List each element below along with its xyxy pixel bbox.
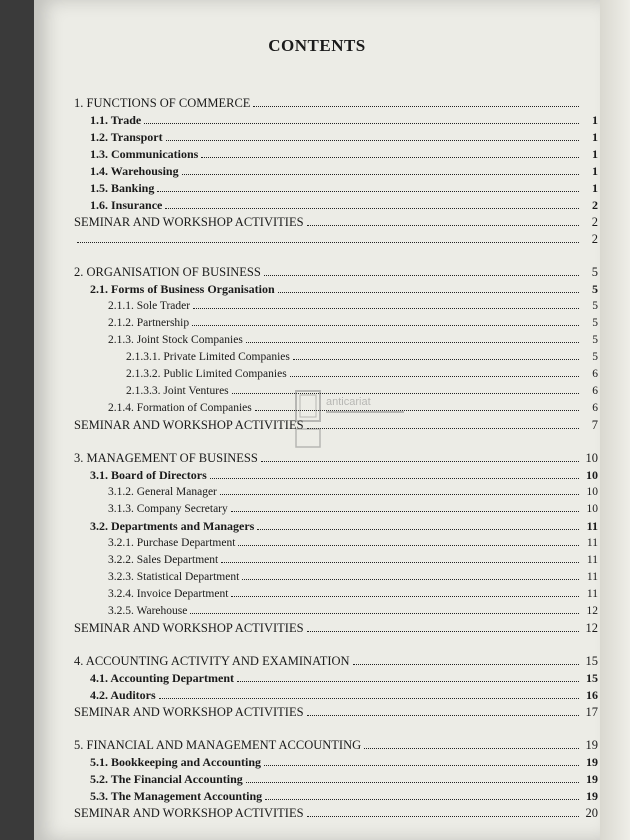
toc-entry-label: 3.2. Departments and Managers	[90, 519, 255, 533]
toc-entry-page: 2	[592, 198, 598, 212]
toc-entry	[74, 112, 598, 129]
toc-entry-page: 11	[586, 554, 598, 566]
dot-leader	[257, 529, 579, 530]
toc-entry-label: 3.2.5. Warehouse	[108, 605, 188, 617]
toc-entry-page: 10	[586, 486, 598, 498]
dot-leader	[144, 123, 579, 124]
toc-entry-page: 15	[585, 654, 598, 668]
toc-entry	[74, 805, 598, 822]
dot-leader	[237, 681, 579, 682]
toc-entry-label: 2. ORGANISATION OF BUSINESS	[74, 265, 261, 279]
toc-entry	[74, 569, 598, 586]
dot-leader	[353, 664, 579, 665]
toc-entry-label: SEMINAR AND WORKSHOP ACTIVITIES	[74, 418, 304, 432]
toc-entry-label: 5. FINANCIAL AND MANAGEMENT ACCOUNTING	[74, 738, 362, 752]
dot-leader	[77, 242, 579, 243]
toc-entry	[74, 231, 598, 248]
dot-leader	[231, 511, 579, 512]
toc-entry-page: 16	[586, 688, 598, 702]
toc-entry-page: 15	[586, 671, 598, 685]
toc-entry	[74, 501, 598, 518]
toc-entry	[74, 349, 598, 366]
toc-entry	[74, 264, 598, 281]
toc-entry-page: 19	[586, 789, 598, 803]
dot-leader	[220, 494, 579, 495]
book-page	[34, 0, 600, 840]
dot-leader	[192, 325, 579, 326]
toc-entry-page: 12	[585, 621, 598, 635]
toc-entry-label: 3.1.3. Company Secretary	[108, 503, 228, 515]
toc-entry	[74, 670, 598, 687]
dot-leader	[210, 478, 579, 479]
dot-leader	[364, 748, 579, 749]
toc-entry-page: 19	[585, 738, 598, 752]
toc-entry	[74, 163, 598, 180]
toc-entry-page: 1	[592, 130, 598, 144]
dot-leader	[221, 562, 579, 563]
page-edge	[600, 0, 630, 840]
toc-entry-label: 4. ACCOUNTING ACTIVITY AND EXAMINATION	[74, 654, 350, 668]
dot-leader	[290, 376, 579, 377]
toc-entry-label: 5.2. The Financial Accounting	[90, 772, 243, 786]
toc-entry	[74, 518, 598, 535]
toc-entry-label: 2.1. Forms of Business Organisation	[90, 282, 275, 296]
toc-entry-page: 2	[591, 232, 598, 246]
toc-entry	[74, 315, 598, 332]
toc-entry-label: 3.1.2. General Manager	[108, 486, 217, 498]
dot-leader	[165, 208, 579, 209]
dot-leader	[293, 359, 579, 360]
toc-entry-page: 5	[591, 265, 598, 279]
dot-leader	[278, 292, 579, 293]
toc-entry-label: 2.1.1. Sole Trader	[108, 300, 191, 312]
toc-entry-label: 1.5. Banking	[90, 181, 155, 195]
toc-entry-page: 10	[586, 468, 598, 482]
dot-leader	[159, 698, 579, 699]
toc-entry-page: 19	[586, 755, 598, 769]
dot-leader	[246, 342, 579, 343]
dot-leader	[261, 461, 579, 462]
toc-entry-label: 2.1.3.1. Private Limited Companies	[126, 351, 290, 363]
toc-entry-label: SEMINAR AND WORKSHOP ACTIVITIES	[74, 806, 304, 820]
toc-entry	[74, 281, 598, 298]
toc-entry	[74, 586, 598, 603]
toc-entry-label: 3. MANAGEMENT OF BUSINESS	[74, 451, 258, 465]
toc-entry-page: 5	[592, 282, 598, 296]
dot-leader	[166, 140, 579, 141]
toc-entry-label: 3.2.3. Statistical Department	[108, 571, 240, 583]
toc-section	[74, 653, 598, 721]
toc-entry	[74, 771, 598, 788]
toc-entry-page: 10	[585, 451, 598, 465]
toc-entry-page: 6	[592, 368, 598, 380]
toc-entry-page: 11	[586, 571, 598, 583]
toc-entry-label: SEMINAR AND WORKSHOP ACTIVITIES	[74, 705, 304, 719]
toc-entry-label: 2.1.3.3. Joint Ventures	[126, 385, 229, 397]
dot-leader	[246, 782, 579, 783]
toc-entry-page: 5	[592, 351, 598, 363]
toc-entry-label: 5.1. Bookkeeping and Accounting	[90, 755, 262, 769]
toc-entry	[74, 737, 598, 754]
toc-entry-page: 5	[592, 334, 598, 346]
toc-entry	[74, 467, 598, 484]
toc-entry-page: 6	[592, 385, 598, 397]
toc-entry-label: 3.2.2. Sales Department	[108, 554, 219, 566]
dot-leader	[193, 308, 579, 309]
toc-entry-label: 1. FUNCTIONS OF COMMERCE	[74, 96, 251, 110]
dot-leader	[307, 816, 579, 817]
dot-leader	[264, 765, 579, 766]
toc-entry	[74, 704, 598, 721]
toc-entry-page: 1	[592, 147, 598, 161]
dot-leader	[231, 596, 579, 597]
toc-entry-label: 3.2.1. Purchase Department	[108, 537, 236, 549]
toc-entry-page: 19	[586, 772, 598, 786]
toc-entry-page: 10	[586, 503, 598, 515]
toc-entry-label: 4.1. Accounting Department	[90, 671, 234, 685]
toc-entry	[74, 95, 598, 112]
toc-entry-label: 2.1.3.2. Public Limited Companies	[126, 368, 287, 380]
toc-entry-label: 1.2. Transport	[90, 130, 163, 144]
toc-entry	[74, 788, 598, 805]
toc-section	[74, 450, 598, 637]
toc-section	[74, 95, 598, 248]
toc-entry	[74, 366, 598, 383]
toc-entry-page: 11	[586, 519, 598, 533]
toc-entry-page: 11	[586, 537, 598, 549]
toc-entry-label: 1.6. Insurance	[90, 198, 163, 212]
toc-entry-page: 7	[591, 418, 598, 432]
dot-leader	[253, 106, 579, 107]
dot-leader	[307, 225, 579, 226]
toc-entry-label: 5.3. The Management Accounting	[90, 789, 263, 803]
toc-entry-label: 1.4. Warehousing	[90, 164, 179, 178]
toc-entry	[74, 653, 598, 670]
toc-section	[74, 737, 598, 822]
toc-entry-label: 1.1. Trade	[90, 113, 142, 127]
dot-leader	[265, 799, 579, 800]
toc-entry	[74, 552, 598, 569]
table-of-contents	[74, 95, 598, 838]
toc-entry-label: SEMINAR AND WORKSHOP ACTIVITIES	[74, 621, 304, 635]
toc-entry-label: SEMINAR AND WORKSHOP ACTIVITIES	[74, 215, 304, 229]
toc-entry-label: 2.1.4. Formation of Companies	[108, 402, 252, 414]
dot-leader	[307, 715, 579, 716]
toc-entry-page: 1	[592, 113, 598, 127]
dot-leader	[307, 631, 579, 632]
dot-leader	[190, 613, 579, 614]
toc-entry-label: 4.2. Auditors	[90, 688, 156, 702]
watermark-logo	[292, 385, 412, 455]
toc-entry	[74, 535, 598, 552]
toc-entry-page: 12	[586, 605, 598, 617]
toc-entry-label: 2.1.2. Partnership	[108, 317, 190, 329]
toc-entry-label: 3.1. Board of Directors	[90, 468, 207, 482]
toc-entry	[74, 332, 598, 349]
toc-entry	[74, 603, 598, 620]
toc-entry-page: 5	[592, 317, 598, 329]
toc-entry	[74, 197, 598, 214]
dot-leader	[238, 545, 579, 546]
dot-leader	[201, 157, 579, 158]
dot-leader	[242, 579, 579, 580]
dot-leader	[264, 275, 579, 276]
toc-entry-page: 20	[585, 806, 598, 820]
toc-entry-label: 2.1.3. Joint Stock Companies	[108, 334, 243, 346]
toc-entry-page: 5	[592, 300, 598, 312]
toc-entry-page: 17	[585, 705, 598, 719]
toc-entry	[74, 180, 598, 197]
toc-entry	[74, 146, 598, 163]
toc-entry-label: 1.3. Communications	[90, 147, 199, 161]
dot-leader	[157, 191, 579, 192]
toc-entry	[74, 214, 598, 231]
toc-entry-page: 1	[592, 181, 598, 195]
toc-entry	[74, 298, 598, 315]
toc-entry-page: 6	[592, 402, 598, 414]
page-title: CONTENTS	[268, 36, 366, 55]
watermark-text: anticariat	[326, 396, 371, 408]
dot-leader	[182, 174, 579, 175]
toc-entry-page: 11	[586, 588, 598, 600]
toc-entry-page: 2	[591, 215, 598, 229]
toc-entry	[74, 484, 598, 501]
toc-entry	[74, 754, 598, 771]
toc-entry	[74, 687, 598, 704]
toc-entry	[74, 620, 598, 637]
toc-entry	[74, 129, 598, 146]
toc-entry-label: 3.2.4. Invoice Department	[108, 588, 229, 600]
toc-entry-page: 1	[592, 164, 598, 178]
